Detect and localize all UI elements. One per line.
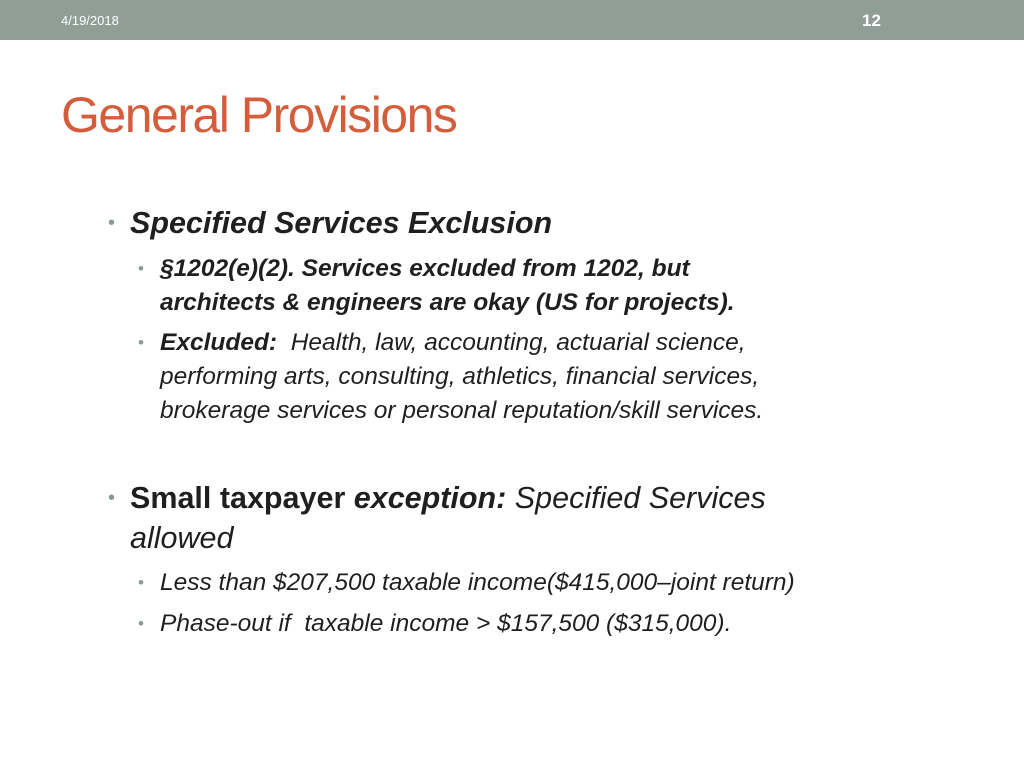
excluded-line2: performing arts, consulting, athletics, financial services,: [160, 363, 760, 390]
specified-services-heading: Specified Services Exclusion: [130, 206, 553, 240]
exception-label: exception:: [353, 481, 507, 515]
section-small-taxpayer: [104, 478, 924, 558]
excluded-line1: Health, law, accounting, actuarial science,: [277, 329, 746, 356]
bullet-specified-services: [104, 203, 924, 243]
specified-services-allowed: Specified Services: [506, 481, 766, 515]
subbullet-phase-out-text: [104, 607, 924, 641]
less-than-text: Less than $207,500 taxable income($415,000–joint return): [160, 569, 795, 596]
subbullet-phase-out: [104, 607, 924, 641]
bullet-dot: •: [108, 212, 116, 234]
header-bar: [0, 0, 1024, 40]
excluded-label: Excluded:: [160, 329, 278, 356]
bullet-dot: •: [138, 573, 144, 592]
subbullet-less-than-text: [104, 566, 924, 600]
subbullet-1202-text: [104, 252, 924, 320]
slide-title: General Provisions: [61, 87, 457, 143]
bullet-dot: •: [138, 614, 144, 633]
subbullet-excluded: [104, 326, 924, 428]
slide-number: 12: [862, 11, 881, 30]
subbullet-1202-line2: architects & engineers are okay (US for projects).: [160, 289, 735, 316]
phase-out-text: Phase-out if taxable income > $157,500 ($315,000).: [160, 610, 732, 637]
bullet-small-taxpayer: [104, 478, 924, 558]
bullet-dot: •: [108, 487, 116, 509]
subbullet-1202-line1: §1202(e)(2). Services excluded from 1202, but: [160, 255, 690, 282]
allowed-text: allowed: [130, 521, 234, 555]
subbullet-1202: [104, 252, 924, 320]
small-taxpayer-bold: Small taxpayer: [130, 481, 354, 515]
excluded-line3: brokerage services or personal reputation/skill services.: [160, 397, 764, 424]
bullet-dot: •: [138, 259, 144, 278]
bullet-dot: •: [138, 333, 144, 352]
subbullet-excluded-text: [104, 326, 924, 428]
slide-date: 4/19/2018: [61, 13, 119, 28]
subbullet-less-than: [104, 566, 924, 600]
section-specified-services: [104, 203, 924, 243]
